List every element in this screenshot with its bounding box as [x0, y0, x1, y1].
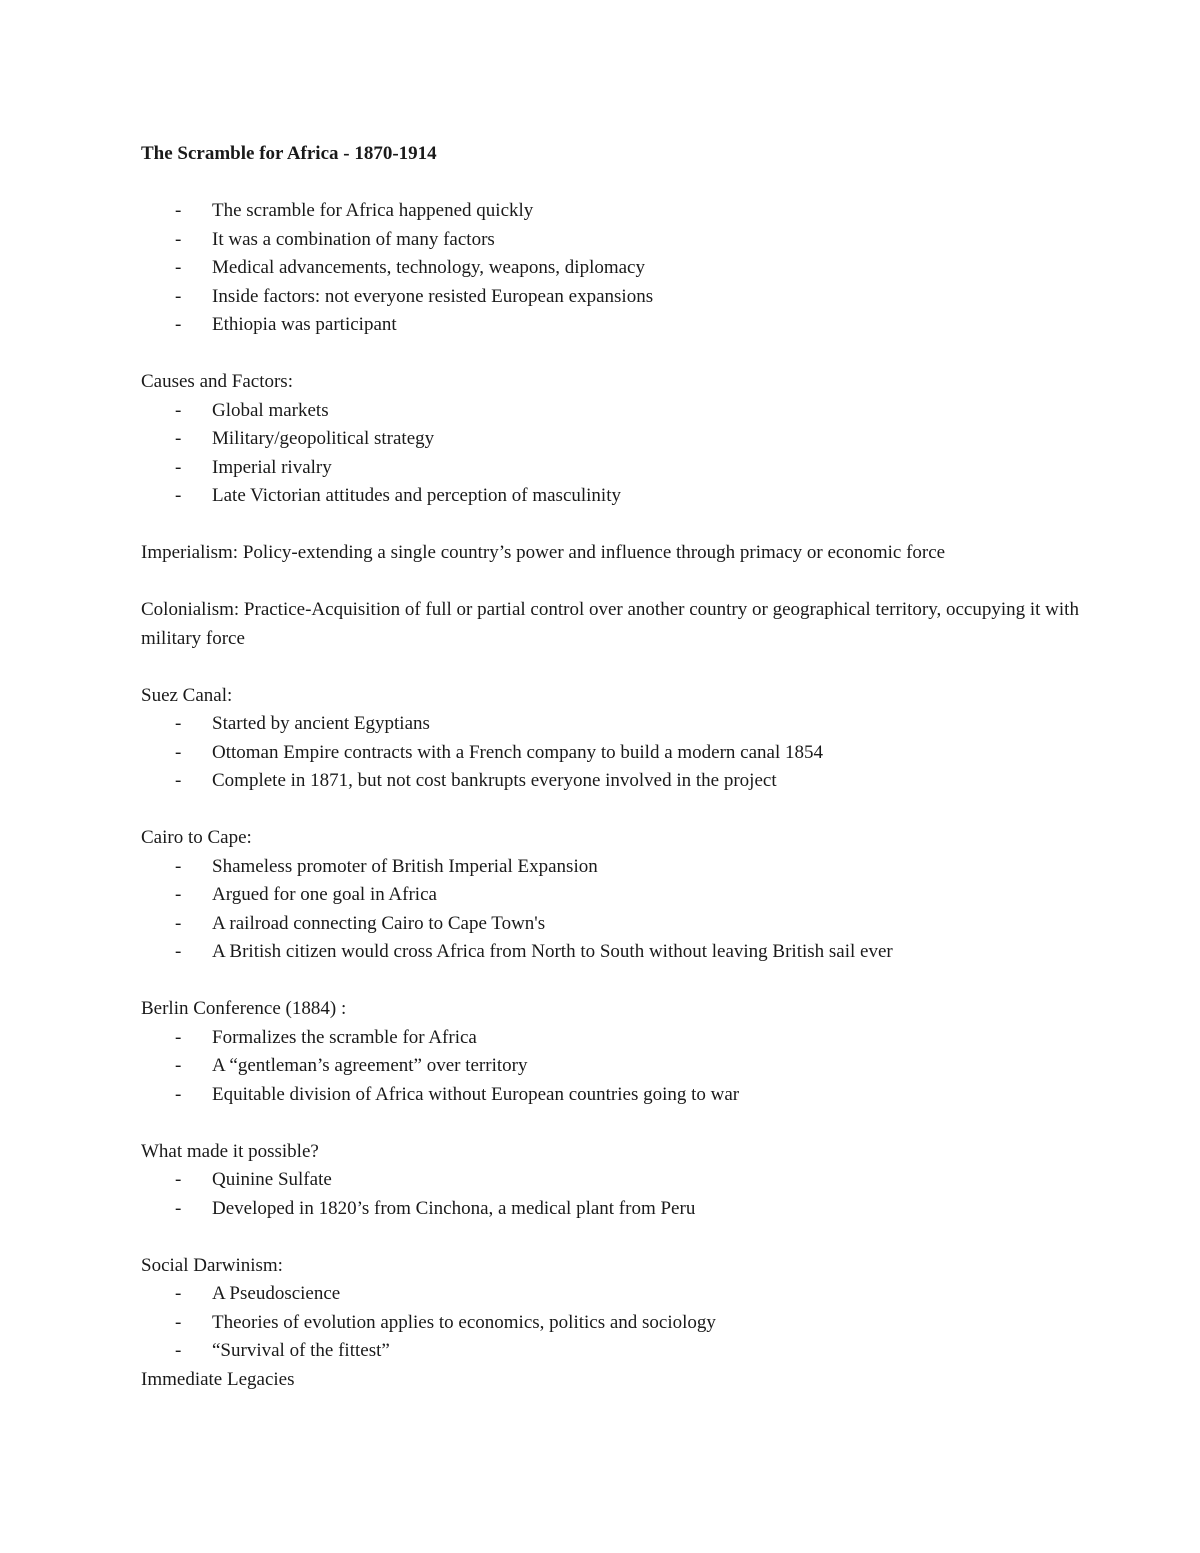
list-item: - Late Victorian attitudes and perception of masculinity [141, 482, 1081, 511]
section-heading-suez: Suez Canal: [141, 684, 233, 706]
bullet-dash: - [175, 912, 182, 934]
list-item: - Ottoman Empire contracts with a French company to build a modern canal 1854 [141, 739, 1081, 768]
bullet-dash: - [175, 1083, 182, 1105]
bullet-dash: - [175, 1169, 182, 1190]
list-item: - A British citizen would cross Africa from North to South without leaving British sail ever [141, 938, 1081, 967]
list-item: - Ethiopia was participant [141, 311, 1081, 340]
bullet-dash: - [175, 1311, 182, 1333]
list-item: - Military/geopolitical strategy [141, 425, 1081, 454]
bullet-dash: - [175, 257, 182, 278]
list-item: - A “gentleman’s agreement” over territory [141, 1052, 1081, 1081]
section-heading-darwinism: Social Darwinism: [141, 1254, 283, 1276]
list-item: - Global markets [141, 397, 1081, 426]
suez-list [141, 710, 1081, 796]
bullet-dash: - [175, 713, 182, 734]
bullet-dash: - [175, 884, 182, 905]
cairo-list [141, 853, 1081, 967]
list-item: - Shameless promoter of British Imperial Expansion [141, 853, 1081, 882]
list-item: - Started by ancient Egyptians [141, 710, 1081, 739]
bullet-dash: - [175, 1283, 182, 1304]
document-title: The Scramble for Africa - 1870-1914 [141, 143, 437, 164]
list-item: - Inside factors: not everyone resisted European expansions [141, 283, 1081, 312]
berlin-list [141, 1024, 1081, 1110]
bullet-dash: - [175, 855, 182, 877]
bullet-dash: - [175, 399, 182, 421]
bullet-dash: - [175, 485, 182, 506]
bullet-dash: - [175, 1026, 182, 1048]
bullet-dash: - [175, 741, 182, 763]
list-item: - A railroad connecting Cairo to Cape Town's [141, 910, 1081, 939]
bullet-dash: - [175, 1197, 182, 1219]
bullet-dash: - [175, 200, 182, 221]
list-item: - Imperial rivalry [141, 454, 1081, 483]
bullet-dash: - [175, 228, 182, 250]
list-item: - Theories of evolution applies to economics, politics and sociology [141, 1309, 1081, 1338]
list-item: - A Pseudoscience [141, 1280, 1081, 1309]
list-item: - Medical advancements, technology, weapons, diplomacy [141, 254, 1081, 283]
section-heading-causes: Causes and Factors: [141, 371, 293, 392]
list-item: - “Survival of the fittest” [141, 1337, 1081, 1366]
bullet-dash: - [175, 285, 182, 307]
darwinism-list [141, 1280, 1081, 1366]
bullet-dash: - [175, 1055, 182, 1076]
list-item: - Quinine Sulfate [141, 1166, 1081, 1195]
section-heading-cairo: Cairo to Cape: [141, 827, 252, 848]
section-heading-possible: What made it possible? [141, 1140, 319, 1162]
list-item: - Equitable division of Africa without European countries going to war [141, 1081, 1081, 1110]
bullet-dash: - [175, 428, 182, 449]
possible-list [141, 1166, 1081, 1223]
bullet-dash: - [175, 1340, 182, 1361]
list-item: - It was a combination of many factors [141, 226, 1081, 255]
document-page [141, 140, 1081, 1394]
imperialism-definition: Imperialism: Policy-extending a single country’s power and influence through primacy or economic force [141, 542, 946, 563]
colonialism-definition: Colonialism: Practice-Acquisition of full or partial control over another country or geographical territory, occupying it with military force [141, 599, 1079, 649]
bullet-dash: - [175, 314, 182, 335]
section-heading-legacies: Immediate Legacies [141, 1368, 295, 1390]
list-item: - Formalizes the scramble for Africa [141, 1024, 1081, 1053]
bullet-dash: - [175, 941, 182, 962]
intro-list [141, 197, 1081, 340]
bullet-dash: - [175, 770, 182, 791]
causes-list [141, 397, 1081, 511]
list-item: - Argued for one goal in Africa [141, 881, 1081, 910]
list-item: - Complete in 1871, but not cost bankrupts everyone involved in the project [141, 767, 1081, 796]
section-heading-berlin: Berlin Conference (1884) : [141, 998, 347, 1019]
list-item: - The scramble for Africa happened quickly [141, 197, 1081, 226]
bullet-dash: - [175, 456, 182, 478]
list-item: - Developed in 1820’s from Cinchona, a medical plant from Peru [141, 1195, 1081, 1224]
